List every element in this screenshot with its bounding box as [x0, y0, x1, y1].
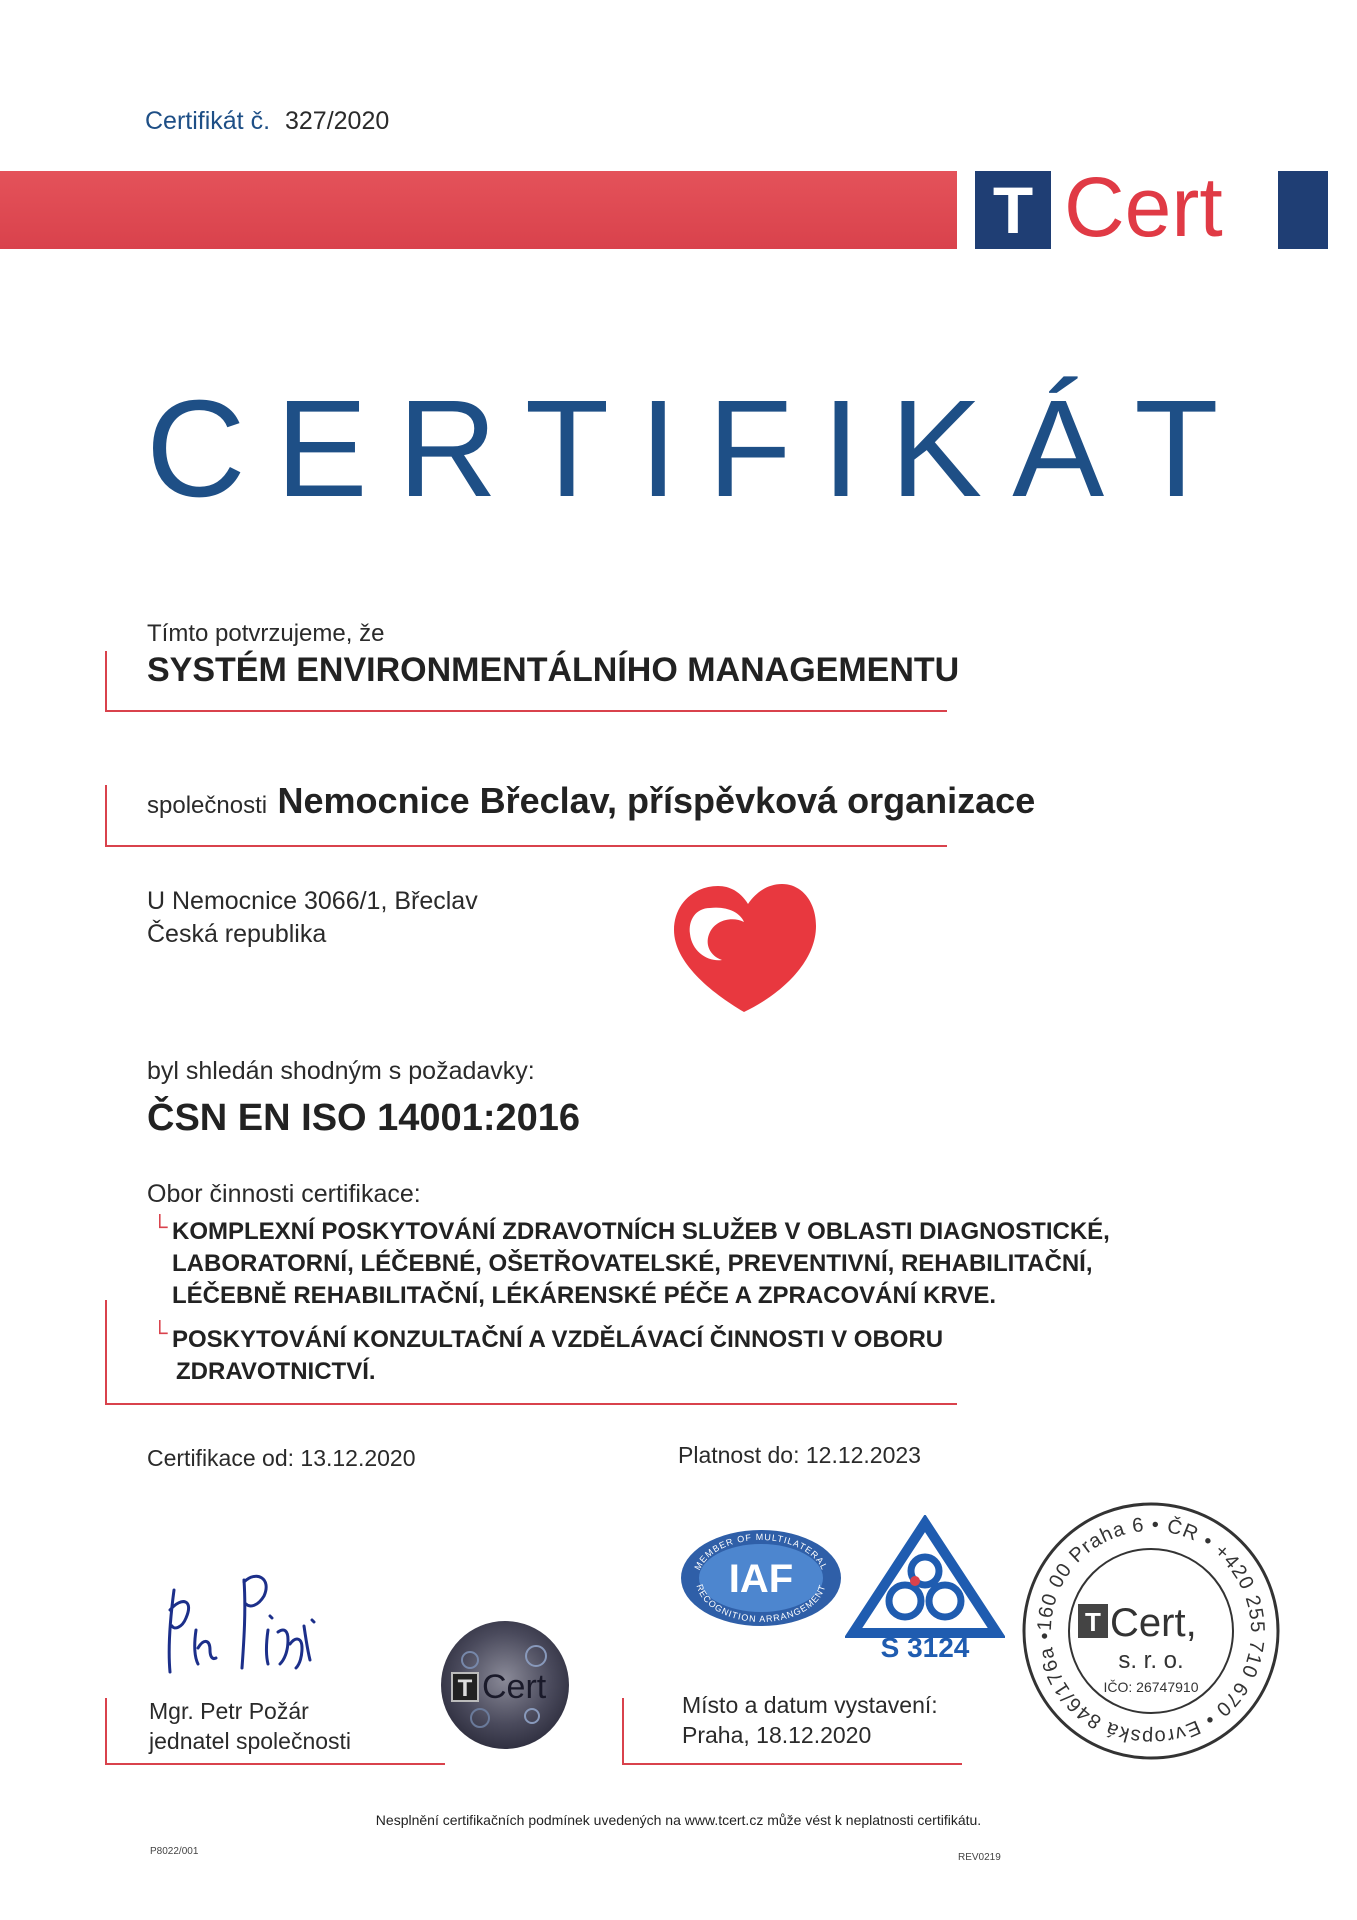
- standard-name: ČSN EN ISO 14001:2016: [147, 1097, 581, 1139]
- iaf-text: IAF: [728, 1557, 794, 1601]
- company-stamp: [1020, 1500, 1282, 1762]
- system-name: SYSTÉM ENVIRONMENTÁLNÍHO MANAGEMENTU: [147, 651, 960, 689]
- certificate-number: [145, 107, 389, 136]
- issue-label: Místo a datum vystavení:: [682, 1692, 938, 1718]
- bullet-icon: └: [152, 1320, 168, 1345]
- valid-until: [678, 1442, 921, 1469]
- issue-value: Praha, 18.12.2020: [682, 1722, 872, 1748]
- header-blue-square: [1278, 171, 1328, 249]
- tcert-logo-text: Cert: [1064, 160, 1223, 254]
- company-name: Nemocnice Břeclav, příspěvková organizace: [277, 780, 1036, 821]
- signatory-name: Mgr. Petr Požár: [149, 1698, 309, 1724]
- section-divider: [105, 1403, 957, 1405]
- footer-note: Nesplnění certifikačních podmínek uvedených na www.tcert.cz může vést k neplatnosti certifikátu.: [375, 1812, 982, 1828]
- section-divider: [105, 1763, 445, 1765]
- stamp-ico: IČO: 26747910: [1103, 1679, 1199, 1695]
- signature: [160, 1560, 340, 1680]
- hologram-text: Cert: [482, 1668, 547, 1706]
- certificate-number-label: Certifikát č.: [145, 107, 271, 135]
- intro-text: Tímto potvrzujeme, že: [147, 620, 385, 647]
- valid-until-value: 12.12.2023: [805, 1442, 921, 1468]
- svg-text:MEMBER OF MULTILATERAL: MEMBER OF MULTILATERAL: [692, 1531, 830, 1572]
- page-title: CERTIFIKÁT: [146, 372, 1249, 526]
- section-divider: [622, 1763, 962, 1765]
- iaf-badge: [678, 1528, 844, 1628]
- scope-item-1-line-1: KOMPLEXNÍ POSKYTOVÁNÍ ZDRAVOTNÍCH SLUŽEB V OBLASTI DIAGNOSTICKÉ,: [172, 1218, 1110, 1245]
- scope-label: Obor činnosti certifikace:: [147, 1180, 421, 1208]
- scope-item-1-line-2: LABORATORNÍ, LÉČEBNÉ, OŠETŘOVATELSKÉ, PREVENTIVNÍ, REHABILITAČNÍ,: [172, 1250, 1093, 1277]
- accreditation-number: S 3124: [880, 1632, 970, 1663]
- svg-text:T: T: [457, 1675, 473, 1702]
- scope-item-2-line-2: ZDRAVOTNICTVÍ.: [176, 1358, 376, 1385]
- accreditation-badge: [845, 1515, 1005, 1665]
- section-bar: [105, 1300, 107, 1404]
- section-bar: [622, 1698, 624, 1764]
- requirements-label: byl shledán shodným s požadavky:: [147, 1057, 535, 1085]
- header-red-band: [0, 171, 957, 249]
- section-divider: [105, 710, 947, 712]
- cert-from: [147, 1445, 416, 1472]
- heart-logo: [670, 882, 818, 1022]
- svg-text:T: T: [1085, 1607, 1101, 1637]
- section-divider: [105, 845, 947, 847]
- stamp-name: Cert,: [1110, 1601, 1197, 1645]
- signatory-role: jednatel společnosti: [149, 1728, 352, 1754]
- tcert-logo-t: T: [975, 171, 1051, 249]
- address-line-1: U Nemocnice 3066/1, Břeclav: [147, 887, 478, 915]
- stamp-form: s. r. o.: [1118, 1647, 1184, 1674]
- valid-until-label: Platnost do:: [678, 1442, 800, 1468]
- address-line-2: Česká republika: [147, 920, 327, 948]
- svg-text:160 00 Praha 6 • ČR • +420 255: 160 00 Praha 6 • ČR • +420 255 710 670 • Evropská 846/176a •: [1033, 1513, 1269, 1749]
- cert-from-label: Certifikace od:: [147, 1445, 295, 1471]
- scope-item-2-line-1: POSKYTOVÁNÍ KONZULTAČNÍ A VZDĚLÁVACÍ ČINNOSTI V OBORU: [172, 1326, 944, 1353]
- company-line: [147, 780, 1035, 822]
- certificate-number-value: 327/2020: [284, 107, 390, 135]
- svg-text:RECOGNITION ARRANGEMENT: RECOGNITION ARRANGEMENT: [694, 1582, 828, 1625]
- bullet-icon: └: [152, 1214, 168, 1239]
- section-bar: [105, 785, 107, 845]
- scope-item-1-line-3: LÉČEBNĚ REHABILITAČNÍ, LÉKÁRENSKÉ PÉČE A ZPRACOVÁNÍ KRVE.: [172, 1282, 997, 1309]
- section-bar: [105, 1698, 107, 1764]
- company-label: společnosti: [147, 792, 268, 819]
- section-bar: [105, 651, 107, 711]
- cert-from-value: 13.12.2020: [300, 1445, 416, 1471]
- hologram-seal: [440, 1620, 570, 1750]
- footer-right-code: REV0219: [958, 1852, 1001, 1863]
- footer-left-code: P8022/001: [150, 1846, 199, 1857]
